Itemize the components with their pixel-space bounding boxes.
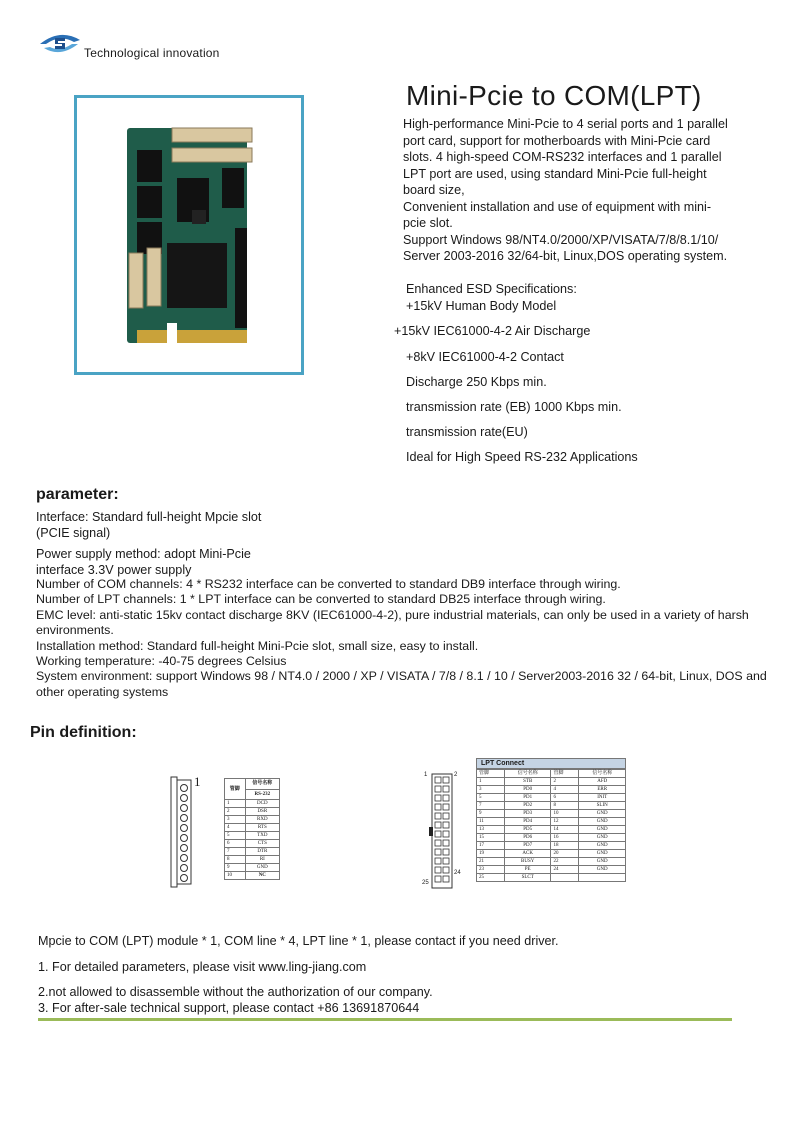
lpt-table-title: LPT Connect — [476, 758, 626, 769]
table-row — [225, 832, 280, 840]
table-row — [225, 816, 280, 824]
pin-signal: NC — [245, 872, 279, 880]
param-line: EMC level: anti-static 15kv contact discharge 8KV (IEC61000-4-2), pure industrial materials, can only be used in a variety of harsh environments. — [36, 607, 749, 638]
table-row — [477, 826, 626, 834]
table-row — [225, 864, 280, 872]
table-row — [477, 818, 626, 826]
product-photo — [74, 95, 304, 375]
table-row — [477, 850, 626, 858]
pin-signal: TXD — [245, 832, 279, 840]
intro-line: port card, support for motherboards with Mini-Pcie card — [403, 133, 711, 148]
table-row — [477, 842, 626, 850]
pin-number: 13 — [477, 826, 505, 834]
param-line: Number of COM channels: 4 * RS232 interface can be converted to standard DB9 interface through wiring. — [36, 577, 621, 591]
pin-number: 8 — [225, 856, 246, 864]
table-row — [225, 840, 280, 848]
package-contents: Mpcie to COM (LPT) module * 1, COM line * 4, LPT line * 1, please contact if you need driver. — [38, 934, 559, 948]
pin-number: 8 — [551, 802, 579, 810]
intro-line: LPT port are used, using standard Mini-Pcie full-height — [403, 166, 707, 181]
pin-signal: ERR — [579, 786, 626, 794]
param-line: Working temperature: -40-75 degrees Celsius — [36, 654, 287, 669]
pin-signal: GND — [579, 866, 626, 874]
pin-signal: DCD — [245, 800, 279, 808]
esd-line: transmission rate(EU) — [406, 425, 528, 439]
pin-signal: GND — [579, 850, 626, 858]
pin-signal: PD5 — [504, 826, 551, 834]
pin-signal: PD6 — [504, 834, 551, 842]
pin-signal: PD1 — [504, 794, 551, 802]
lpt-header: 信号名称 — [504, 770, 551, 778]
note-1: 1. For detailed parameters, please visit www.ling-jiang.com — [38, 960, 367, 974]
lpt-pin-table — [476, 769, 626, 882]
table-row — [477, 866, 626, 874]
lpt-header: 管脚 — [551, 770, 579, 778]
lpt-label-bl: 25 — [422, 880, 429, 886]
table-row — [477, 834, 626, 842]
note-2: 2.not allowed to disassemble without the authorization of our company. — [38, 985, 433, 999]
esd-line: transmission rate (EB) 1000 Kbps min. — [406, 400, 622, 414]
pin-number: 9 — [225, 864, 246, 872]
pin-number: 5 — [477, 794, 505, 802]
mini-pcie-card-image — [77, 98, 301, 372]
table-row — [477, 794, 626, 802]
pin-signal: GND — [579, 826, 626, 834]
pin-number: 25 — [477, 874, 505, 882]
com-connector-diagram — [170, 776, 196, 888]
table-row — [225, 800, 280, 808]
lpt-label-br: 24 — [454, 870, 461, 876]
pin-number: 15 — [477, 834, 505, 842]
intro-line: Convenient installation and use of equipment with mini- — [403, 199, 712, 214]
intro-line: Support Windows 98/NT4.0/2000/XP/VISATA/7/8/8.1/10/ — [403, 232, 719, 247]
pin-number: 17 — [477, 842, 505, 850]
pin-signal: AFD — [579, 778, 626, 786]
table-row — [225, 856, 280, 864]
pin-number: 9 — [477, 810, 505, 818]
pin-signal: SLCT — [504, 874, 551, 882]
intro-line: High-performance Mini-Pcie to 4 serial ports and 1 parallel — [403, 117, 728, 131]
param-line: interface 3.3V power supply — [36, 563, 192, 577]
param-line: Number of LPT channels: 1 * LPT interface can be converted to standard DB25 interface through wiring. — [36, 592, 606, 607]
pin-number: 1 — [477, 778, 505, 786]
lpt-header: 管脚 — [477, 770, 505, 778]
com-pin1-label: 1 — [194, 774, 201, 789]
table-row — [477, 810, 626, 818]
com-header-pin: 管脚 — [225, 779, 246, 800]
company-logo-icon — [38, 30, 82, 56]
com-header-rs232: RS-232 — [245, 789, 279, 800]
pin-signal: STB — [504, 778, 551, 786]
esd-line: Ideal for High Speed RS-232 Applications — [406, 450, 638, 464]
pin-signal: PD4 — [504, 818, 551, 826]
esd-heading: Enhanced ESD Specifications: — [406, 282, 577, 296]
company-tagline: Technological innovation — [84, 46, 220, 60]
pin-signal: INIT — [579, 794, 626, 802]
note-3: 3. For after-sale technical support, please contact +86 13691870644 — [38, 1001, 420, 1015]
param-line: System environment: support Windows 98 / NT4.0 / 2000 / XP / VISATA / 7/8 / 8.1 / 10 / Server2003-2016 32 / 64-bit, Linux, DOS and other operating systems — [36, 669, 767, 699]
param-line: (PCIE signal) — [36, 526, 111, 540]
pin-signal: GND — [579, 818, 626, 826]
pin-number: 19 — [477, 850, 505, 858]
pin-number: 18 — [551, 842, 579, 850]
lpt-label-tl: 1 — [424, 772, 428, 778]
pin-signal: GND — [579, 842, 626, 850]
product-intro — [403, 116, 773, 265]
pin-signal: SLIN — [579, 802, 626, 810]
table-row — [225, 848, 280, 856]
pin-number: 14 — [551, 826, 579, 834]
pin-signal: PD3 — [504, 810, 551, 818]
pin-signal: GND — [579, 834, 626, 842]
pin-number: 2 — [225, 808, 246, 816]
pin-number: 1 — [225, 800, 246, 808]
pin-number: 10 — [551, 810, 579, 818]
pin-number: 20 — [551, 850, 579, 858]
product-title: Mini-Pcie to COM(LPT) — [406, 80, 702, 111]
pin-number: 12 — [551, 818, 579, 826]
pin-number: 5 — [225, 832, 246, 840]
table-row — [477, 874, 626, 882]
pin-number — [551, 874, 579, 882]
pin-signal: PD7 — [504, 842, 551, 850]
table-row — [477, 778, 626, 786]
esd-line: Discharge 250 Kbps min. — [406, 375, 547, 389]
pin-signal: GND — [245, 864, 279, 872]
pin-signal: CTS — [245, 840, 279, 848]
intro-line: slots. 4 high-speed COM-RS232 interfaces and 1 parallel — [403, 150, 722, 164]
intro-line: board size, — [403, 183, 465, 197]
table-row — [477, 802, 626, 810]
table-row — [477, 858, 626, 866]
pin-number: 3 — [477, 786, 505, 794]
pin-number: 11 — [477, 818, 505, 826]
pin-definition-heading: Pin definition: — [30, 724, 137, 741]
pin-number: 6 — [551, 794, 579, 802]
pin-number: 2 — [551, 778, 579, 786]
pin-signal — [579, 874, 626, 882]
pin-signal: PD0 — [504, 786, 551, 794]
table-row — [225, 808, 280, 816]
esd-line: +15kV Human Body Model — [406, 299, 557, 313]
pin-signal: BUSY — [504, 858, 551, 866]
param-line: Power supply method: adopt Mini-Pcie — [36, 547, 251, 561]
pin-number: 24 — [551, 866, 579, 874]
pin-signal: GND — [579, 810, 626, 818]
pin-number: 3 — [225, 816, 246, 824]
pin-signal: RI — [245, 856, 279, 864]
com-pin-table — [224, 778, 280, 880]
pin-number: 21 — [477, 858, 505, 866]
pin-signal: PE — [504, 866, 551, 874]
pin-number: 4 — [551, 786, 579, 794]
table-row — [477, 786, 626, 794]
intro-line: pcie slot. — [403, 216, 453, 230]
parameter-block-a — [36, 509, 776, 578]
esd-line: +8kV IEC61000-4-2 Contact — [406, 350, 564, 364]
pin-number: 23 — [477, 866, 505, 874]
pin-signal: PD2 — [504, 802, 551, 810]
table-row — [225, 872, 280, 880]
lpt-label-tr: 2 — [454, 772, 458, 778]
footer-divider — [38, 1018, 732, 1021]
parameter-block-b — [36, 577, 776, 700]
pin-signal: RXD — [245, 816, 279, 824]
pin-number: 16 — [551, 834, 579, 842]
pin-signal: DTR — [245, 848, 279, 856]
parameter-heading: parameter: — [36, 486, 119, 503]
table-row — [225, 824, 280, 832]
pin-number: 6 — [225, 840, 246, 848]
intro-line: Server 2003-2016 32/64-bit, Linux,DOS operating system. — [403, 249, 728, 263]
pin-signal: GND — [579, 858, 626, 866]
pin-number: 4 — [225, 824, 246, 832]
lpt-header: 信号名称 — [579, 770, 626, 778]
esd-line: +15kV IEC61000-4-2 Air Discharge — [394, 324, 591, 338]
pin-number: 7 — [225, 848, 246, 856]
pin-signal: RTS — [245, 824, 279, 832]
pin-signal: ACK — [504, 850, 551, 858]
pin-number: 22 — [551, 858, 579, 866]
com-header-signal: 信号名称 — [245, 779, 279, 790]
pin-signal: DSR — [245, 808, 279, 816]
param-line: Interface: Standard full-height Mpcie slot — [36, 510, 262, 524]
pin-number: 10 — [225, 872, 246, 880]
pin-number: 7 — [477, 802, 505, 810]
param-line: Installation method: Standard full-height Mini-Pcie slot, small size, easy to install. — [36, 638, 479, 653]
